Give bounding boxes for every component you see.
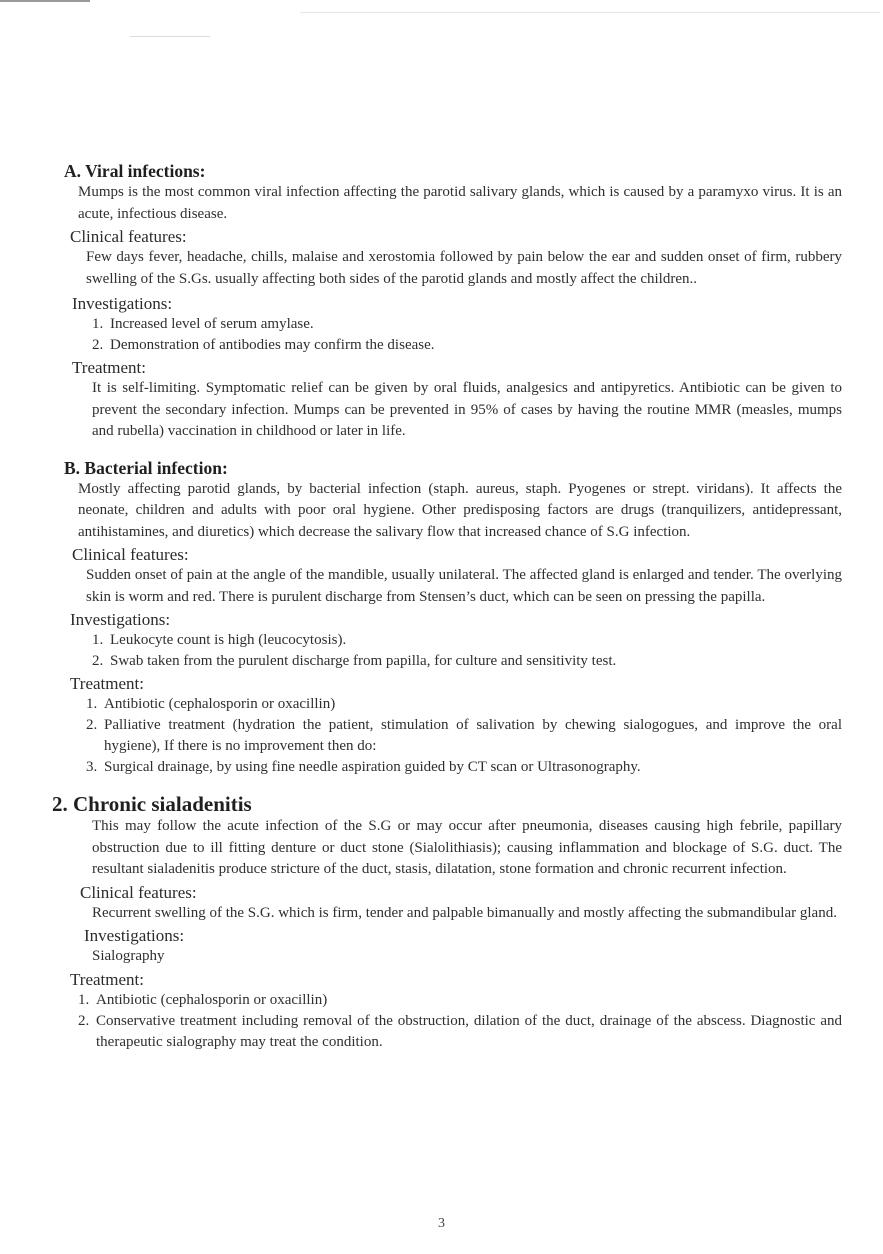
list-text: Palliative treatment (hydration the patient, stimulation of salivation by chewing sialogogues, and improve the oral hygiene), If there is no improvement then do: bbox=[104, 717, 842, 754]
section-bacterial-infection bbox=[52, 457, 842, 779]
investigations-list bbox=[92, 314, 842, 356]
section-viral-infections bbox=[52, 160, 842, 443]
investigations-list bbox=[92, 630, 842, 672]
list-text: Antibiotic (cephalosporin or oxacillin) bbox=[96, 991, 328, 1008]
list-number: 2. bbox=[78, 1012, 90, 1029]
investigations-text: Sialography bbox=[92, 948, 165, 964]
list-number: 2. bbox=[86, 717, 98, 733]
scan-artifact-line bbox=[0, 0, 90, 2]
subheading-treatment: Treatment: bbox=[70, 969, 144, 989]
list-item bbox=[92, 630, 842, 651]
subheading-investigations: Investigations: bbox=[84, 926, 185, 945]
list-number: 3. bbox=[86, 759, 98, 775]
list-item bbox=[86, 715, 842, 757]
clinical-features-text: Recurrent swelling of the S.G. which is firm, tender and palpable bimanually and mostly affecting the submandibular gland. bbox=[92, 904, 837, 921]
section-intro: This may follow the acute infection of the S.G or may occur after pneumonia, diseases causing high febrile, papillary obstruction due to ill fitting denture or duct stone (Sialolithiasis); causing inflammation and blockage of S.G. duct. The resultant sialadenitis produce stricture of the duct, stasis, dilatation, stone formation and chronic recurrent infection. bbox=[92, 818, 842, 877]
list-text: Swab taken from the purulent discharge from papilla, for culture and sensitivity test. bbox=[110, 653, 617, 669]
page-content bbox=[52, 160, 842, 1053]
scan-artifact-line bbox=[300, 12, 880, 13]
treatment-list bbox=[86, 694, 842, 778]
section-heading: A. Viral infections: bbox=[64, 161, 206, 181]
list-item bbox=[78, 990, 842, 1011]
list-item bbox=[92, 314, 842, 335]
subheading-investigations: Investigations: bbox=[70, 610, 171, 629]
section-heading: 2. Chronic sialadenitis bbox=[52, 792, 252, 816]
section-chronic-sialadenitis bbox=[52, 792, 842, 1053]
treatment-text: It is self-limiting. Symptomatic relief can be given by oral fluids, analgesics and antipyretics. Antibiotic can be given to prevent the secondary infection. Mumps can be prevented in 95% of cases by having the routine MMR (measles, mumps and rubella) vaccination in childhood or later in life. bbox=[92, 380, 842, 439]
subheading-investigations: Investigations: bbox=[72, 294, 173, 313]
list-text: Increased level of serum amylase. bbox=[110, 316, 314, 332]
list-number: 1. bbox=[78, 991, 90, 1008]
subheading-clinical-features: Clinical features: bbox=[80, 882, 197, 902]
list-text: Conservative treatment including removal of the obstruction, dilation of the duct, drainage of the abscess. Diagnostic and therapeutic sialography may treat the condition. bbox=[96, 1012, 842, 1050]
list-number: 2. bbox=[92, 337, 104, 353]
treatment-list bbox=[78, 990, 842, 1053]
section-intro: Mostly affecting parotid glands, by bacterial infection (staph. aureus, staph. Pyogenes or strept. viridans). It affects the neonate, children and adults with poor oral hygiene. Other predisposing factors are drugs (tranquilizers, antidepressant, antihistamines, and diuretics) which decrease the salivary flow that increased chance of S.G infection. bbox=[78, 480, 842, 540]
list-text: Leukocyte count is high (leucocytosis). bbox=[110, 632, 347, 648]
scan-artifact-mark bbox=[130, 36, 210, 37]
list-text: Surgical drainage, by using fine needle aspiration guided by CT scan or Ultrasonography. bbox=[104, 759, 641, 775]
section-heading: B. Bacterial infection: bbox=[64, 457, 228, 478]
clinical-features-text: Few days fever, headache, chills, malaise and xerostomia followed by pain below the ear and sudden onset of firm, rubbery swelling of the S.Gs. usually affecting both sides of the parotid glands and mostly affect the children.. bbox=[86, 249, 842, 287]
list-number: 1. bbox=[92, 632, 104, 648]
section-intro: Mumps is the most common viral infection affecting the parotid salivary glands, which is caused by a paramyxo virus. It is an acute, infectious disease. bbox=[78, 184, 842, 222]
list-item bbox=[86, 757, 842, 778]
list-number: 1. bbox=[92, 316, 104, 332]
subheading-treatment: Treatment: bbox=[70, 674, 144, 693]
page-number: 3 bbox=[438, 1216, 445, 1231]
list-item bbox=[86, 694, 842, 715]
subheading-clinical-features: Clinical features: bbox=[70, 227, 187, 246]
subheading-clinical-features: Clinical features: bbox=[72, 545, 189, 564]
list-text: Antibiotic (cephalosporin or oxacillin) bbox=[104, 696, 336, 712]
list-text: Demonstration of antibodies may confirm the disease. bbox=[110, 337, 435, 353]
list-item bbox=[78, 1011, 842, 1053]
list-item bbox=[92, 335, 842, 356]
list-number: 2. bbox=[92, 653, 104, 669]
clinical-features-text: Sudden onset of pain at the angle of the mandible, usually unilateral. The affected gland is enlarged and tender. The overlying skin is worm and red. There is purulent discharge from Stensen’s duct, which can be seen on pressing the papilla. bbox=[86, 567, 842, 605]
subheading-treatment: Treatment: bbox=[72, 358, 146, 377]
list-number: 1. bbox=[86, 696, 98, 712]
list-item bbox=[92, 651, 842, 672]
